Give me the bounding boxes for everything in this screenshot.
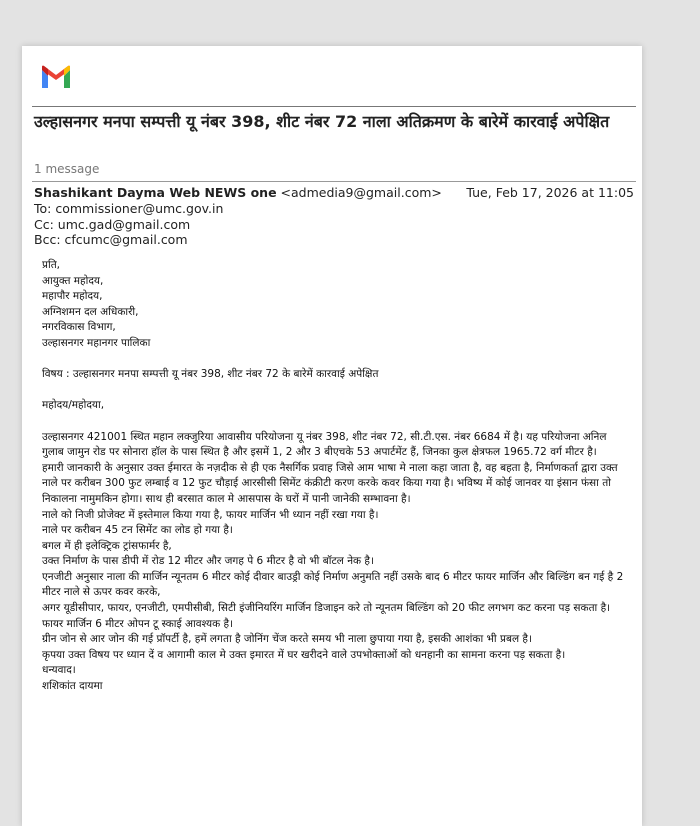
address-line: नगरविकास विभाग, [42, 321, 116, 334]
body-paragraph: हमारी जानकारी के अनुसार उक्त ईमारत के नज़दीक से ही एक नैसर्गिक प्रवाह जिसे आम भाषा मे नाला कहा जाता है, वह बहता है, निर्माणकर्ता द्वारा उक्त नाले पर करीबन 300 फुट लम्बाई व 12 फुट चौड़ाई आरसीसी सिमेंट कंक्रीटी करण करके कवर किया गया है। भविष्य में कोई जानवर या इंसान फंसा तो निकालना नामुमकिन होगा। साथ ही बरसात काल मे आसपास के घरों में पानी जानेकी सम्भावना है। [42, 461, 618, 505]
thanks-line: धन्यवाद। [42, 664, 76, 677]
address-line: उल्हासनगर महानगर पालिका [42, 336, 151, 349]
body-subject-line: विषय : उल्हासनगर मनपा सम्पत्ती यू नंबर 398, शीट नंबर 72 के बारेमें कारवाई अपेक्षित [42, 368, 379, 381]
header-divider [32, 106, 636, 107]
email-body [42, 258, 630, 695]
body-paragraph: उल्हासनगर 421001 स्थित महान लक्जुरिया आवासीय परियोजना यू नंबर 398, शीट नंबर 72, सी.टी.एस. नंबर 6684 में है। यह परियोजना अनिल गुलाब जामुन रोड पर सोनारा हॉल के पास स्थित है और इसमें 1, 2 और 3 बीएचके 53 अपार्टमेंट हैं, जिनका कुल क्षेत्रफल 1965.72 वर्ग मीटर है। [42, 430, 607, 459]
email-meta [34, 185, 640, 248]
body-paragraph: कृपया उक्त विषय पर ध्यान दें व आगामी काल मे उक्त इमारत में घर खरीदने वाले उपभोक्ताओं को धनहानी का सामना करना पड़ सकता है। [42, 648, 566, 661]
gmail-logo-icon [40, 64, 72, 90]
address-line: महापौर महोदय, [42, 290, 103, 303]
email-print-sheet [22, 46, 642, 826]
body-paragraph: नाले पर करीबन 45 टन सिमेंट का लोड हो गया है। [42, 524, 233, 537]
bcc-recipients: Bcc: cfcumc@gmail.com [34, 232, 188, 247]
address-line: आयुक्त महोदय, [42, 274, 104, 287]
body-paragraph: बगल में ही इलेक्ट्रिक ट्रांसफार्मर है, [42, 539, 172, 552]
body-paragraph: उक्त निर्माण के पास डीपी में रोड 12 मीटर और जगह पे 6 मीटर है वो भी बॉटल नेक है। [42, 555, 374, 568]
sender-row [34, 185, 640, 201]
body-paragraph: नाले को निजी प्रोजेक्ट में इस्तेमाल किया गया है, फायर मार्जिन भी ध्यान नहीं रखा गया है। [42, 508, 379, 521]
body-paragraph: ग्रीन जोन से आर जोन की गई प्रॉपर्टी है, हमें लगता है जोनिंग चेंज करते समय भी नाला छुपाया गया है, इसकी आशंका भी प्रबल है। [42, 633, 532, 646]
body-paragraph: एनजीटी अनुसार नाला की मार्जिन न्यूनतम 6 मीटर कोई दीवार बाउड्री कोई निर्माण अनुमति नहीं उसके बाद 6 मीटर फायर मार्जिन और बिल्डिंग बन गई है 2 मीटर नाले से ऊपर कवर करके, [42, 570, 624, 599]
signature: शशिकांत दायमा [42, 680, 103, 693]
body-paragraph: फायर मार्जिन 6 मीटर ओपन टू स्काई आवश्यक है। [42, 617, 234, 630]
address-line: प्रति, [42, 259, 61, 271]
email-date: Tue, Feb 17, 2026 at 11:05 [466, 185, 634, 200]
sender-email: <admedia9@gmail.com> [280, 185, 442, 200]
address-line: अग्निशमन दल अधिकारी, [42, 305, 139, 318]
subject-divider [32, 181, 636, 182]
cc-recipients: Cc: umc.gad@gmail.com [34, 216, 191, 232]
sender-name: Shashikant Dayma Web NEWS one [34, 185, 277, 200]
salutation: महोदय/महोदया, [42, 399, 105, 412]
to-recipients: To: commissioner@umc.gov.in [34, 201, 224, 216]
body-paragraph: अगर यूडीसीपार, फायर, एनजीटी, एमपीसीबी, सिटी इंजीनियरिंग मार्जिन डिजाइन करे तो न्यूनतम बिल्डिंग को 20 फीट लगभग कट करना पड़ सकता है। [42, 602, 611, 615]
email-subject: उल्हासनगर मनपा सम्पत्ती यू नंबर 398, शीट नंबर 72 नाला अतिक्रमण के बारेमें कारवाई अपेक्षित [34, 112, 610, 131]
message-count: 1 message [34, 162, 100, 176]
